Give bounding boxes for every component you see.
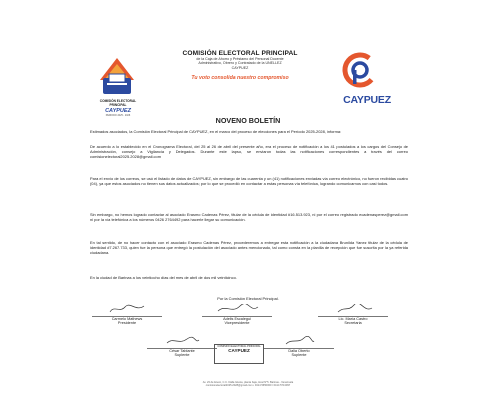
slogan: Tu voto consolida nuestro compromiso bbox=[191, 74, 289, 81]
footer-address: Av. 23 de Enero, C.C. Dalla Giusta, planta baja, local N°5. Barinas - Venezuela bbox=[202, 381, 294, 384]
paragraph-emails: Para el envío de los correos, se usó el listado de datos de CAYPUEZ, sin embargo de las cuarenta y un (41) notificaciones enviadas vía correo electrónico, no fueron recibidas cuatro (04), ya que estos asociados no tienen sus datos actualizados; por lo que se procedió en contactar a estas personas vía telefónica, logrando comunicarnos con casi todos. bbox=[90, 176, 408, 187]
paragraph-signoff: Por la Comisión Electoral Principal. bbox=[217, 296, 279, 301]
signatory-name: Adelis Escalegui bbox=[202, 316, 272, 322]
footer-contact: comisionelectoral2025.2028@gmail.com • 0414 5650000 / 0414 5713097 bbox=[205, 384, 291, 388]
left-logo-mid-label: PRINCIPAL bbox=[109, 102, 127, 107]
signatory-role: Vicepresidente bbox=[224, 321, 250, 326]
paragraph-schedule: De acuerdo a lo establecido en el Cronograma Electoral, del 25 al 26 de abril del presente año, era el proceso de notificación a los 41 postulados a los cargos del Consejo de Administración, consejo a Vigilancia y Delegados. Durante este lapso, se enviaron todas las notificaciones correspondientes a través del correo comisionelectoral2025.2028@gmail.com bbox=[90, 144, 408, 160]
signatory-name: Lic. María Castro bbox=[318, 316, 388, 322]
handwritten-signature bbox=[147, 336, 217, 346]
caypuez-logo-text: CAYPUEZ bbox=[343, 94, 391, 106]
org-line-2: Administrativo, Obrero y Contratado de la UNELLEZ bbox=[198, 61, 282, 66]
official-stamp bbox=[214, 344, 264, 364]
paragraph-delivery: En tal sentido, de no hacer contacto con el asociado Erasmo Cadenas Pérez, procederemos a entregar esta notificación a la ciudadana Brunilda Yanez titular de la cédula de identidad #7.267.733, quien fue la persona que entregó la postulación del asociado antes mencionado, tal como consta en la planilla de recepción que fue suscrita por la ya referida ciudadana. bbox=[90, 240, 408, 256]
left-logo-brand: CAYPUEZ bbox=[105, 107, 131, 114]
signature-block bbox=[264, 336, 334, 358]
left-logo-caption bbox=[86, 100, 150, 117]
electoral-commission-logo bbox=[94, 50, 140, 100]
bulletin-title: NOVENO BOLETÍN bbox=[215, 116, 281, 125]
signatory-name: Dalia Oberto bbox=[264, 348, 334, 354]
paragraph-intro: Estimados asociados, la Comisión Electoral Principal de CAYPUEZ, en el marco del proceso de elecciones para el Período 2025-2028, informa: bbox=[90, 129, 342, 134]
signature-block bbox=[92, 304, 162, 326]
org-line-3: CAYPUEZ bbox=[231, 65, 249, 70]
left-logo-top-label: COMISIÓN ELECTORAL bbox=[99, 99, 137, 103]
signature-block bbox=[147, 336, 217, 358]
signatory-name: Carmelo Mathews bbox=[92, 316, 162, 322]
signatory-role: Presidente bbox=[117, 321, 137, 326]
handwritten-signature bbox=[264, 336, 334, 346]
org-title: COMISIÓN ELECTORAL PRINCIPAL bbox=[182, 50, 298, 57]
paragraph-uncontacted: Sin embargo, no hemos logrado contactar al asociado Erasmo Cadenas Pérez, titular de la cédula de identidad #16.513.923, ni por el correo registrado ecadenasperez@gmail.com ni por la vía telefónica a los números 0426 2764492 para hacerle llegar su comunicación. bbox=[90, 212, 408, 223]
signatory-name: César Tablante bbox=[147, 348, 217, 354]
signatory-role: Secretaria bbox=[344, 321, 362, 326]
handwritten-signature bbox=[92, 304, 162, 314]
signatory-role: Suplente bbox=[174, 353, 190, 358]
org-line-1: de la Caja de Ahorro y Préstamo del Personal Docente bbox=[196, 57, 284, 61]
paragraph-date: En la ciudad de Barinas a los veintiocho días del mes de abril de dos mil veinticinco. bbox=[90, 275, 237, 280]
page-footer bbox=[72, 381, 424, 388]
document-page bbox=[72, 36, 424, 388]
handwritten-signature bbox=[318, 304, 388, 314]
letterhead bbox=[150, 50, 330, 81]
left-logo-period: PERIODO 2025 - 2028 bbox=[105, 113, 131, 117]
signatory-role: Suplente bbox=[291, 353, 307, 358]
signature-block bbox=[318, 304, 388, 326]
signature-block bbox=[202, 304, 272, 326]
handwritten-signature bbox=[202, 304, 272, 314]
stamp-line-2: CAYPUEZ bbox=[228, 348, 250, 354]
caypuez-logo bbox=[342, 52, 378, 88]
stamp-line-1: COMISIÓN ELECTORAL PRINCIPAL bbox=[217, 345, 261, 348]
